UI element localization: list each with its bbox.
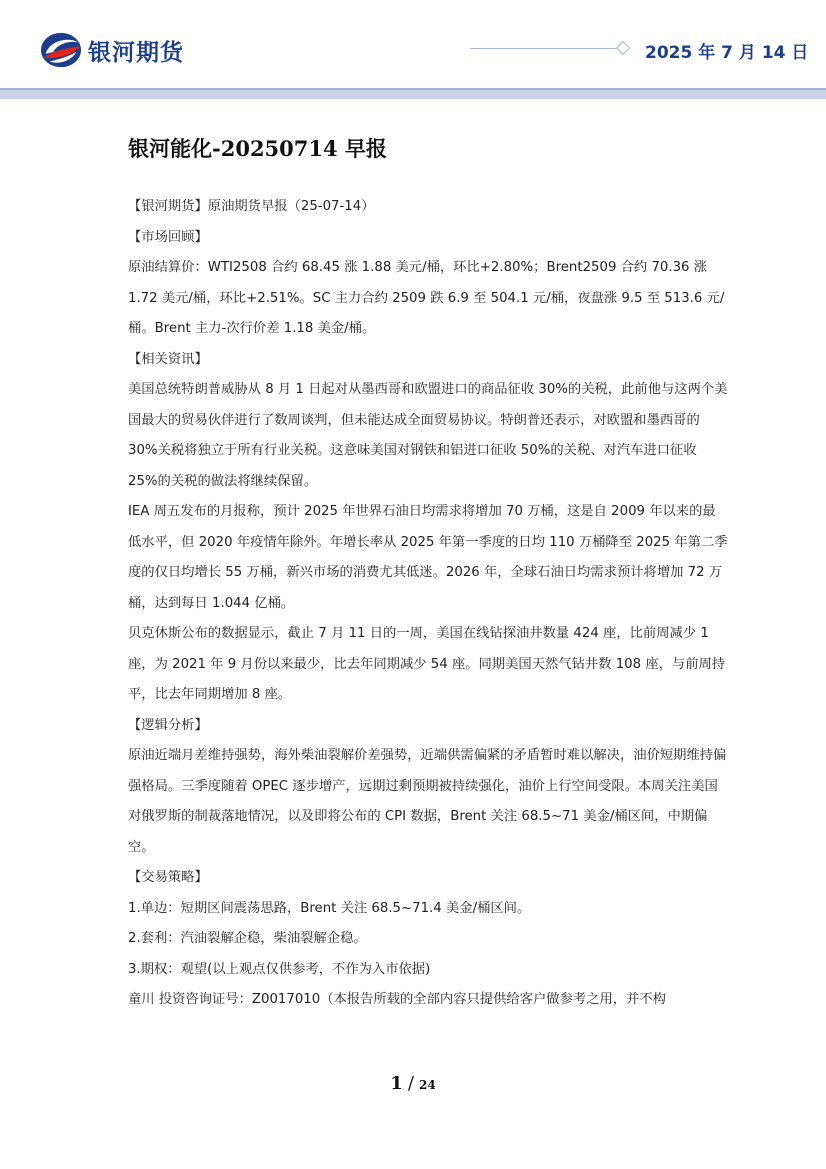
paragraph-market-review: 原油结算价：WTI2508 合约 68.45 涨 1.88 美元/桶，环比+2.80%；Brent2509 合约 70.36 涨 1.72 美元/桶，环比+2.51%。SC 主力合约 2509 跌 6.9 至 504.1 元/桶，夜盘涨 9.5 至 513.6 元/桶。Brent 主力-次行价差 1.18 美金/桶。 <box>128 260 725 336</box>
report-body <box>128 192 728 1016</box>
diamond-icon <box>616 41 630 55</box>
paragraph-news-iea: IEA 周五发布的月报称，预计 2025 年世界石油日均需求将增加 70 万桶，这是自 2009 年以来的最低水平，但 2020 年疫情年除外。年增长率从 2025 年第一季度的日均 110 万桶降至 2025 年第二季度的仅日均增长 55 万桶，新兴市场的消费尤其低迷。2026 年，全球石油日均需求预计将增加 72 万桶，达到每日 1.044 亿桶。 <box>128 504 728 611</box>
section-heading-logic-analysis: 【逻辑分析】 <box>128 717 208 733</box>
section-heading-related-news: 【相关资讯】 <box>128 351 208 367</box>
page-current: 1 <box>390 1073 403 1094</box>
brand-name: 银河期货 <box>88 39 184 66</box>
report-title: 银河能化-20250714 早报 <box>128 136 387 161</box>
report-date: 2025 年 7 月 14 日 <box>645 43 809 63</box>
paragraph-logic-analysis: 原油近端月差维持强势，海外柴油裂解价差强势，近端供需偏紧的矛盾暂时难以解决，油价短期维持偏强格局。三季度随着 OPEC 逐步增产，远期过剩预期被持续强化，油价上行空间受限。本周关注美国对俄罗斯的制裁落地情况，以及即将公布的 CPI 数据，Brent 关注 68.5~71 美金/桶区间，中期偏空。 <box>128 748 727 855</box>
page-separator: / <box>407 1073 414 1094</box>
header-band <box>0 88 826 99</box>
analyst-disclaimer: 童川 投资咨询证号：Z0017010（本报告所载的全部内容只提供给客户做参考之用，并不构 <box>128 992 666 1007</box>
galaxy-logo-icon <box>40 30 82 70</box>
page-header <box>0 0 826 100</box>
section-heading-market-review: 【市场回顾】 <box>128 229 208 245</box>
report-heading-line: 【银河期货】原油期货早报（25-07-14） <box>128 199 375 214</box>
page-total: 24 <box>419 1078 436 1092</box>
header-rule <box>470 48 618 49</box>
brand-logo <box>40 30 184 70</box>
paragraph-news-baker-hughes: 贝克休斯公布的数据显示，截止 7 月 11 日的一周，美国在线钻探油井数量 424 座，比前周减少 1 座，为 2021 年 9 月份以来最少，比去年同期减少 54 座。同期美国天然气钻井数 108 座，与前周持平，比去年同期增加 8 座。 <box>128 626 726 702</box>
strategy-item-options: 3.期权：观望(以上观点仅供参考，不作为入市依据) <box>128 961 431 977</box>
strategy-item-arbitrage: 2.套利：汽油裂解企稳，柴油裂解企稳。 <box>128 931 367 946</box>
section-heading-trading-strategy: 【交易策略】 <box>128 870 208 885</box>
paragraph-news-tariffs: 美国总统特朗普威胁从 8 月 1 日起对从墨西哥和欧盟进口的商品征收 30%的关税，此前他与这两个美国最大的贸易伙伴进行了数周谈判，但未能达成全面贸易协议。特朗普还表示，对欧盟和墨西哥的 30%关税将独立于所有行业关税。这意味美国对钢铁和铝进口征收 50%的关税、对汽车进口征收 25%的关税的做法将继续保留。 <box>128 382 728 489</box>
page-number <box>0 1073 826 1094</box>
strategy-item-single: 1.单边：短期区间震荡思路，Brent 关注 68.5~71.4 美金/桶区间。 <box>128 900 531 916</box>
